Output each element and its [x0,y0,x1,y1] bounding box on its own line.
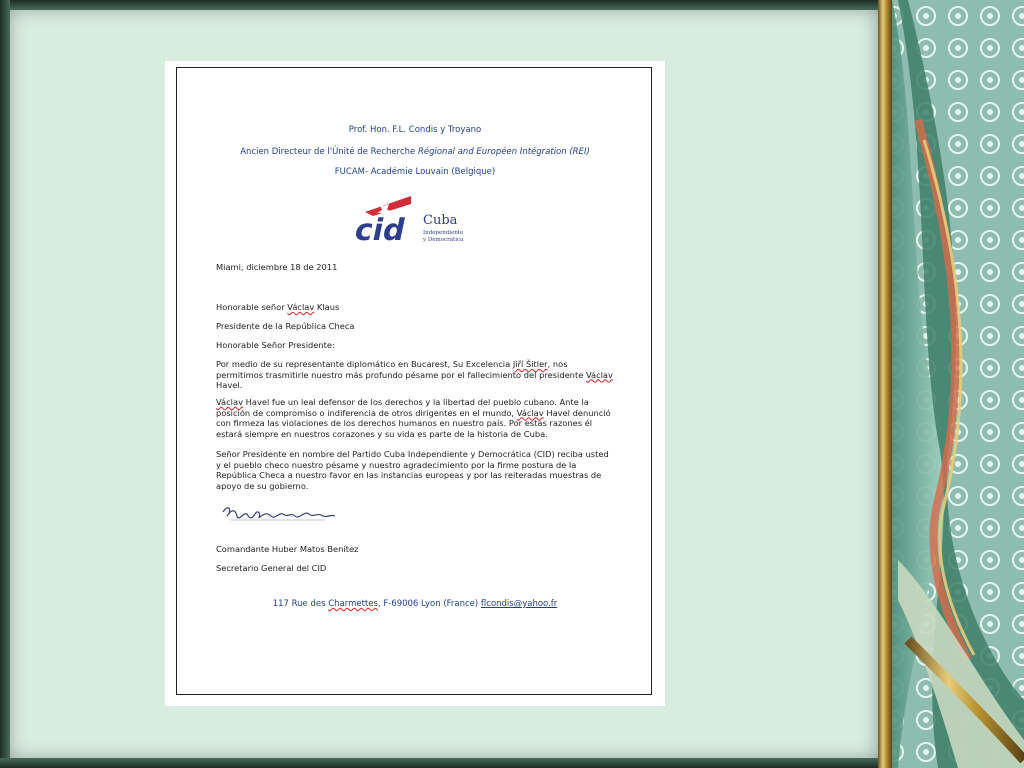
logo-sub-line2: y Democrática [423,237,464,243]
addressee-first-name: Václav [287,302,315,312]
logo-word-text: Cuba [423,213,458,228]
signer-name: Comandante Huber Matos Benítez [216,544,359,554]
footer-street: 117 Rue des [272,599,329,609]
p2-text-d: Havel denunció con firmeza las violaciones de los derechos humanos en nuestro país. Por estas razones él estará siempre en nuestros corazones y su vida es parte de la historia de Cuba. [216,407,611,439]
p1-text-c: , nos permitimos trasmitirle nuestro más profundo pésame por el fallecimiento del presidente [216,359,586,380]
frame-top-edge [0,0,880,10]
p1-text-e: Havel. [216,380,243,390]
header-affiliation-text: Ancien Directeur de l'Únité de Recherche [240,147,418,157]
letter-addressee-title: Presidente de la República Checa [216,321,355,331]
p2-havel-first-a: Václav [216,397,243,407]
logo-mark-text: cid [351,213,409,248]
addressee-last-name: Klaus [314,302,340,312]
logo-sub-line1: Independiente [423,230,464,236]
header-affiliation-italic: Régional and Européen Intégration (REI) [417,147,590,157]
cid-logo [351,194,473,250]
p1-text-a: Por medio de su representante diplomático en Bucarest, Su Excelencia [216,359,513,369]
letter-paragraph-2 [216,397,616,439]
addressee-prefix: Honorable señor [216,302,288,312]
frame-bottom-edge [0,758,880,768]
signer-title: Secretario General del CID [216,563,327,573]
letter-paragraph-1 [216,359,616,391]
letter-salutation: Honorable Señor Presidente: [216,340,335,350]
letter-header-affiliation [165,147,665,157]
letter-date: Miami, diciembre 18 de 2011 [216,262,338,272]
letter-image [165,61,665,706]
p1-havel-first: Václav [585,369,613,380]
p2-havel-first-c: Václav [516,407,544,418]
letter-addressee [216,302,339,312]
handwritten-signature [221,504,341,528]
letter-footer-address [165,599,665,609]
decorative-side-panel [878,0,1024,768]
p1-ambassador-name: Jiří Šitler [512,359,548,369]
p2-text-b: Havel fue un leal defensor de los derechos y la libertad del pueblo cubano. Ante la posición de compromiso o indiferencia de otros dirigentes en el mundo, [216,397,589,418]
frame-left-edge [0,0,10,768]
footer-email-link[interactable]: flcondis@yahoo.fr [480,599,558,609]
footer-city: , F-69006 Lyon (France) [377,599,481,609]
footer-street-name: Charmettes [328,599,378,609]
letter-header-institution: FUCAM- Académie Louvain (Belgique) [334,167,496,177]
letter-paragraph-3: Señor Presidente en nombre del Partido Cuba Independiente y Democrática (CID) reciba usted y el pueblo checo nuestro pésame y nuestro agradecimiento por la firme postura de la República Checa a nuestro favor en las instancias europeas y por las reiteradas muestras de apoyo de su gobierno. [216,449,609,491]
letter-header-name: Prof. Hon. F.L. Condis y Troyano [348,125,482,135]
